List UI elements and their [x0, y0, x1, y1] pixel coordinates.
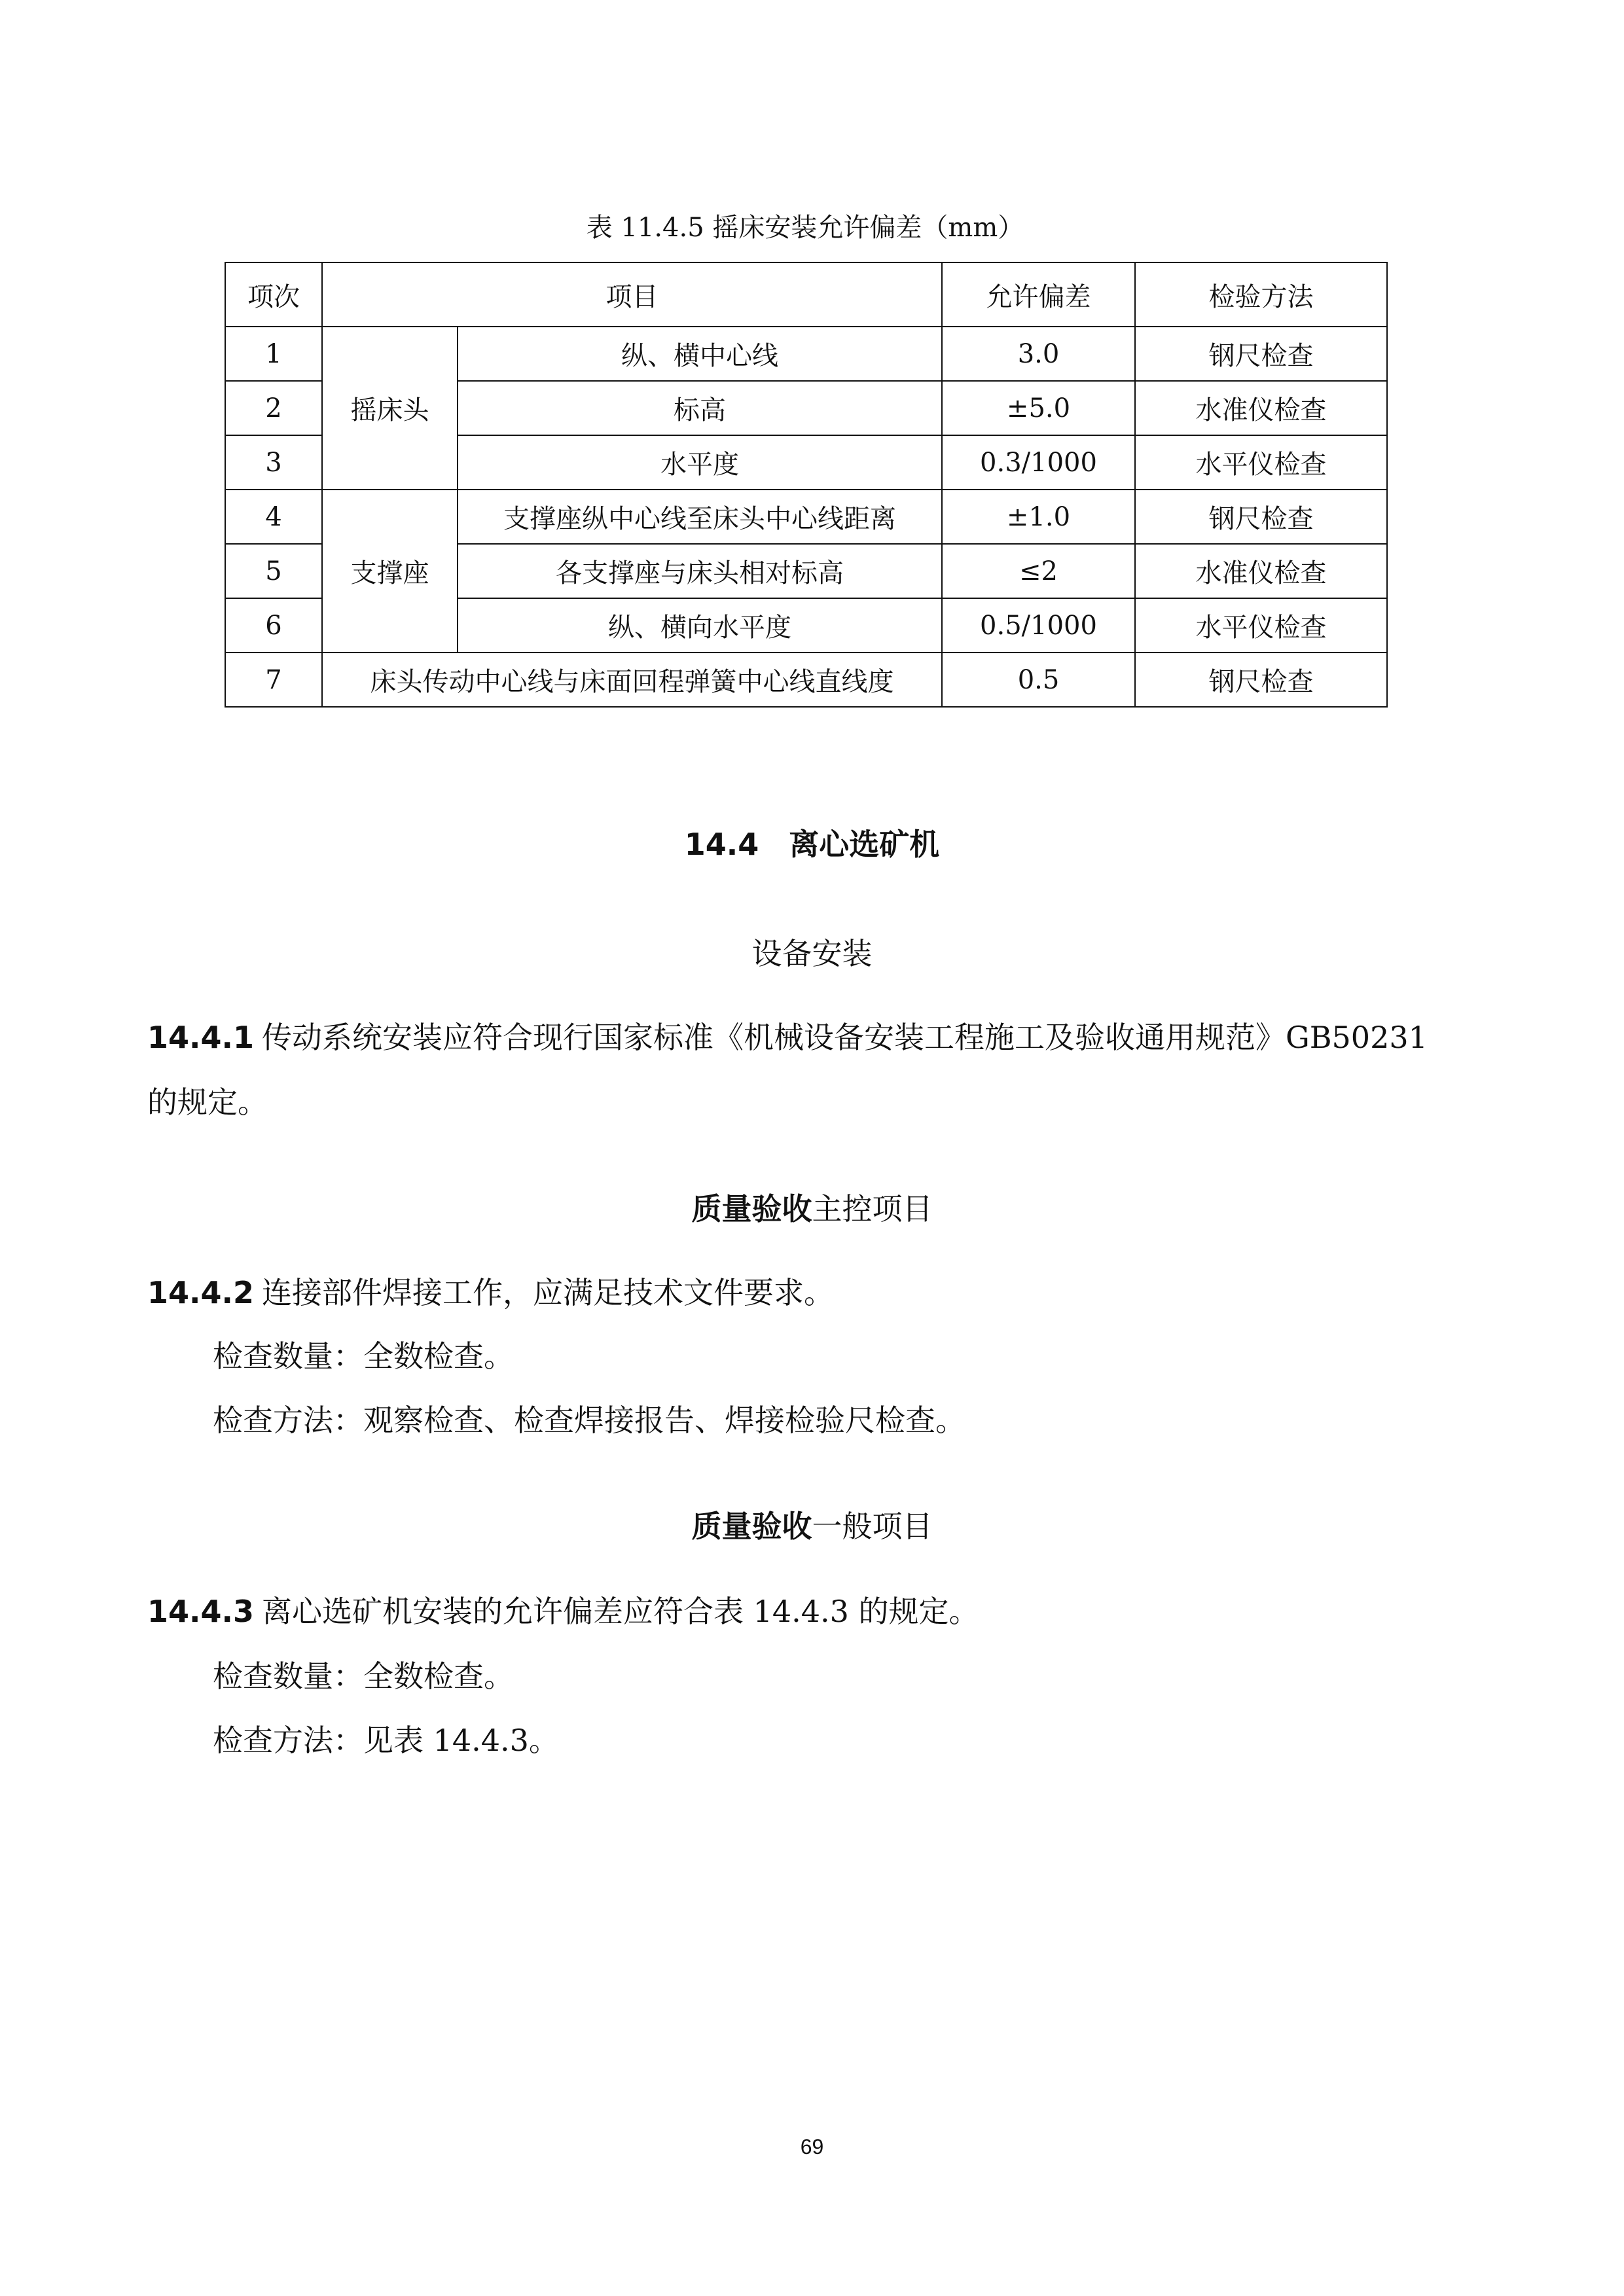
cell-index: 6 [225, 598, 322, 653]
header-item: 项目 [322, 262, 942, 327]
table-row [225, 490, 1387, 544]
cell-method: 钢尺检查 [1135, 653, 1387, 707]
table-row [225, 327, 1387, 381]
cell-tolerance: 0.3/1000 [942, 435, 1135, 490]
cell-index: 4 [225, 490, 322, 544]
cell-tolerance: ±5.0 [942, 381, 1135, 435]
cell-tolerance: 3.0 [942, 327, 1135, 381]
clause-number: 14.4.1 [147, 1020, 254, 1055]
cell-tolerance: ±1.0 [942, 490, 1135, 544]
subheading-general-bold: 质量验收 [691, 1509, 812, 1544]
cell-item: 床头传动中心线与床面回程弹簧中心线直线度 [322, 653, 942, 707]
cell-item: 支撑座纵中心线至床头中心线距离 [458, 490, 942, 544]
cell-tolerance: 0.5/1000 [942, 598, 1135, 653]
check-method: 检查方法：见表 14.4.3。 [213, 1723, 559, 1758]
header-index: 项次 [225, 262, 322, 327]
clause-number: 14.4.3 [147, 1594, 254, 1629]
clause-text: 传动系统安装应符合现行国家标准《机械设备安装工程施工及验收通用规范》GB50231 [261, 1020, 1428, 1055]
cell-item: 各支撑座与床头相对标高 [458, 544, 942, 598]
cell-index: 5 [225, 544, 322, 598]
table-header-row [225, 262, 1387, 327]
subheading-main-rest: 主控项目 [812, 1191, 933, 1227]
header-method: 检验方法 [1135, 262, 1387, 327]
subheading-general-rest: 一般项目 [812, 1509, 933, 1544]
cell-method: 钢尺检查 [1135, 490, 1387, 544]
clause-number: 14.4.2 [147, 1275, 254, 1310]
clause-14-4-1-continued: 的规定。 [147, 1085, 268, 1120]
group-support-cell: 支撑座 [322, 490, 458, 653]
cell-index: 3 [225, 435, 322, 490]
check-method: 检查方法：观察检查、检查焊接报告、焊接检验尺检查。 [213, 1403, 965, 1438]
cell-method: 钢尺检查 [1135, 327, 1387, 381]
tolerance-table [225, 262, 1388, 708]
subheading-main-bold: 质量验收 [691, 1191, 812, 1227]
header-tolerance: 允许偏差 [942, 262, 1135, 327]
cell-method: 水准仪检查 [1135, 544, 1387, 598]
cell-item: 纵、横向水平度 [458, 598, 942, 653]
clause-14-4-1 [147, 1013, 1483, 1062]
cell-index: 7 [225, 653, 322, 707]
cell-method: 水准仪检查 [1135, 381, 1387, 435]
clause-text: 连接部件焊接工作，应满足技术文件要求。 [261, 1275, 834, 1310]
section-title: 离心选矿机 [789, 827, 940, 862]
table-row [225, 653, 1387, 707]
section-heading [0, 821, 1624, 867]
clause-text: 离心选矿机安装的允许偏差应符合表 14.4.3 的规定。 [261, 1594, 979, 1629]
cell-tolerance: ≤2 [942, 544, 1135, 598]
subheading-general [0, 1503, 1624, 1549]
section-number: 14.4 [684, 827, 759, 862]
page-number: 69 [800, 2135, 824, 2159]
cell-index: 1 [225, 327, 322, 381]
check-quantity: 检查数量：全数检查。 [213, 1659, 514, 1694]
clause-14-4-2 [147, 1268, 1483, 1317]
cell-item: 标高 [458, 381, 942, 435]
table-caption: 表 11.4.5 摇床安装允许偏差（mm） [586, 213, 1024, 243]
cell-index: 2 [225, 381, 322, 435]
cell-method: 水平仪检查 [1135, 435, 1387, 490]
cell-item: 水平度 [458, 435, 942, 490]
check-quantity: 检查数量：全数检查。 [213, 1338, 514, 1374]
clause-14-4-3 [147, 1587, 1483, 1636]
subheading-main-control [0, 1186, 1624, 1232]
cell-tolerance: 0.5 [942, 653, 1135, 707]
cell-method: 水平仪检查 [1135, 598, 1387, 653]
subheading-install: 设备安装 [751, 936, 873, 971]
group-head-cell: 摇床头 [322, 327, 458, 490]
cell-item: 纵、横中心线 [458, 327, 942, 381]
